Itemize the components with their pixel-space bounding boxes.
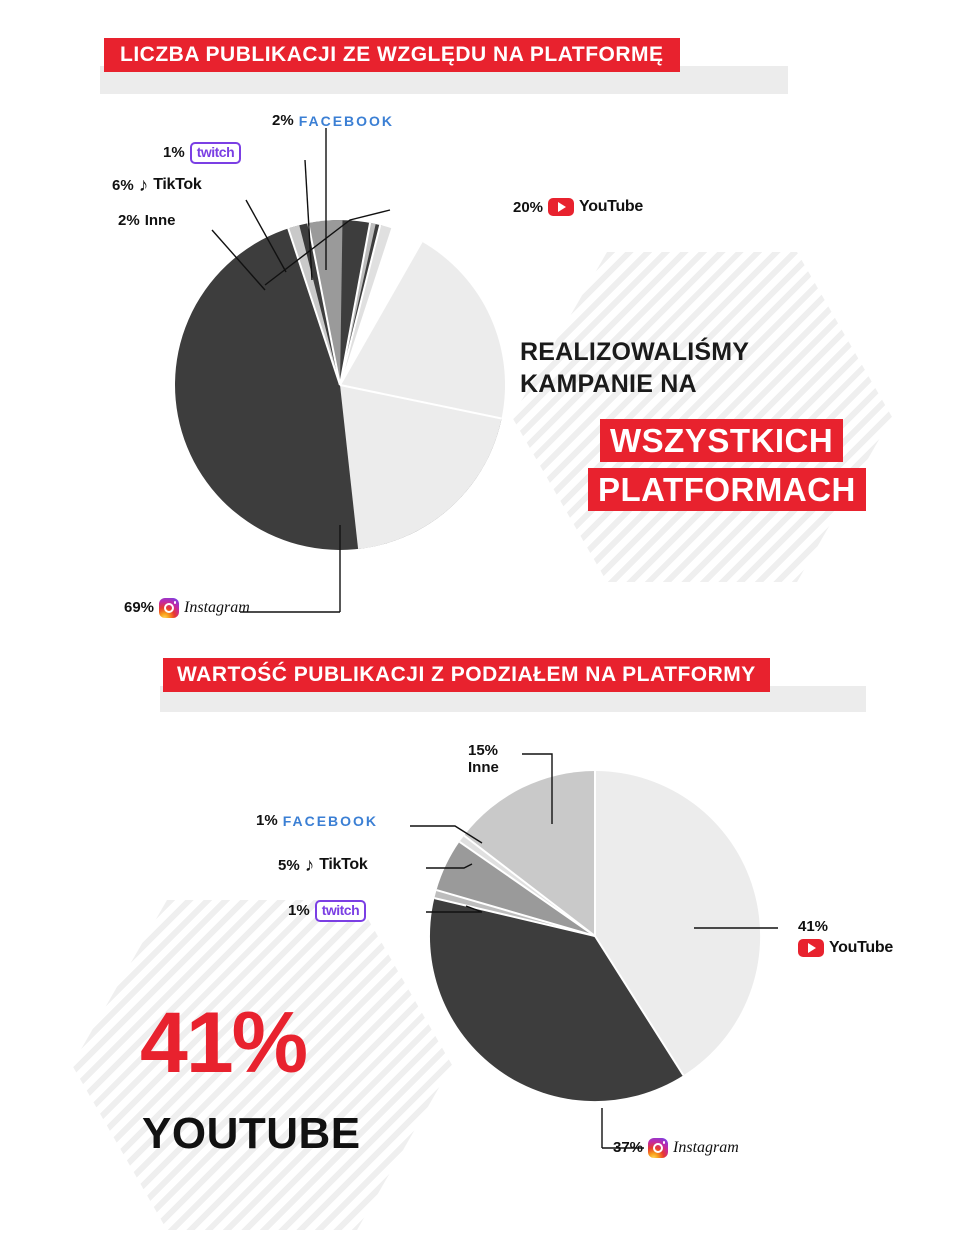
tiktok-note-icon-2: ♪ [304, 855, 315, 876]
label-instagram-top [124, 598, 250, 618]
callout-bottom-value: 41% [140, 995, 307, 1091]
facebook-wordmark-icon: FACEBOOK [298, 112, 395, 129]
label-tiktok-top-name: TikTok [153, 176, 202, 194]
label-youtube-top [513, 198, 643, 216]
label-facebook-bottom [256, 812, 378, 829]
label-inne-bottom [468, 742, 499, 777]
label-instagram-bottom [613, 1138, 739, 1158]
instagram-camera-icon [159, 598, 179, 618]
callout-bottom-label: YOUTUBE [142, 1109, 361, 1158]
callout-top-line1: REALIZOWALIŚMY [520, 338, 750, 366]
label-inne-bottom-name: Inne [468, 759, 499, 777]
label-tiktok-top [112, 176, 201, 195]
youtube-play-icon-2 [798, 939, 824, 957]
label-inne-bottom-pct: 15% [468, 742, 499, 759]
label-twitch-bottom-pct: 1% [288, 902, 310, 920]
label-inne-top-pct: 2% [118, 212, 140, 229]
callout-top-band2: PLATFORMACH [588, 468, 866, 511]
label-tiktok-top-pct: 6% [112, 176, 134, 194]
label-tiktok-bottom [278, 856, 367, 875]
label-youtube-bottom-pct: 41% [798, 918, 829, 935]
instagram-camera-icon-2 [648, 1138, 668, 1158]
label-twitch-bottom [288, 900, 366, 922]
label-instagram-top-name: Instagram [184, 598, 250, 616]
callout-top-text [520, 336, 749, 400]
hexagon-pattern-top [512, 252, 892, 582]
twitch-wordmark-icon: twitch [190, 142, 241, 164]
label-youtube-bottom [798, 918, 893, 958]
label-instagram-bottom-name: Instagram [673, 1138, 739, 1156]
label-facebook-top [272, 112, 394, 129]
facebook-wordmark-icon-2: FACEBOOK [282, 812, 379, 829]
label-twitch-top-pct: 1% [163, 144, 185, 162]
tiktok-note-icon: ♪ [138, 175, 149, 196]
label-tiktok-bottom-name: TikTok [319, 856, 368, 874]
label-twitch-top [163, 142, 241, 164]
callout-top-band1: WSZYSTKICH [600, 419, 843, 462]
youtube-play-icon [548, 198, 574, 216]
callout-top-line2: KAMPANIE NA [520, 370, 697, 398]
heading-top: LICZBA PUBLIKACJI ZE WZGLĘDU NA PLATFORMĘ [104, 38, 680, 72]
label-youtube-top-pct: 20% [513, 198, 544, 216]
label-inne-top-name: Inne [144, 212, 176, 229]
label-youtube-bottom-name: YouTube [829, 939, 893, 957]
label-facebook-bottom-pct: 1% [256, 812, 278, 829]
label-inne-top [118, 212, 176, 229]
label-instagram-top-pct: 69% [124, 599, 155, 617]
label-instagram-bottom-pct: 37% [613, 1139, 644, 1157]
heading-bottom: WARTOŚĆ PUBLIKACJI Z PODZIAŁEM NA PLATFORMY [163, 658, 770, 692]
twitch-wordmark-icon-2: twitch [315, 900, 366, 922]
label-tiktok-bottom-pct: 5% [278, 856, 300, 874]
label-youtube-top-name: YouTube [579, 198, 643, 215]
label-facebook-top-pct: 2% [272, 112, 294, 129]
